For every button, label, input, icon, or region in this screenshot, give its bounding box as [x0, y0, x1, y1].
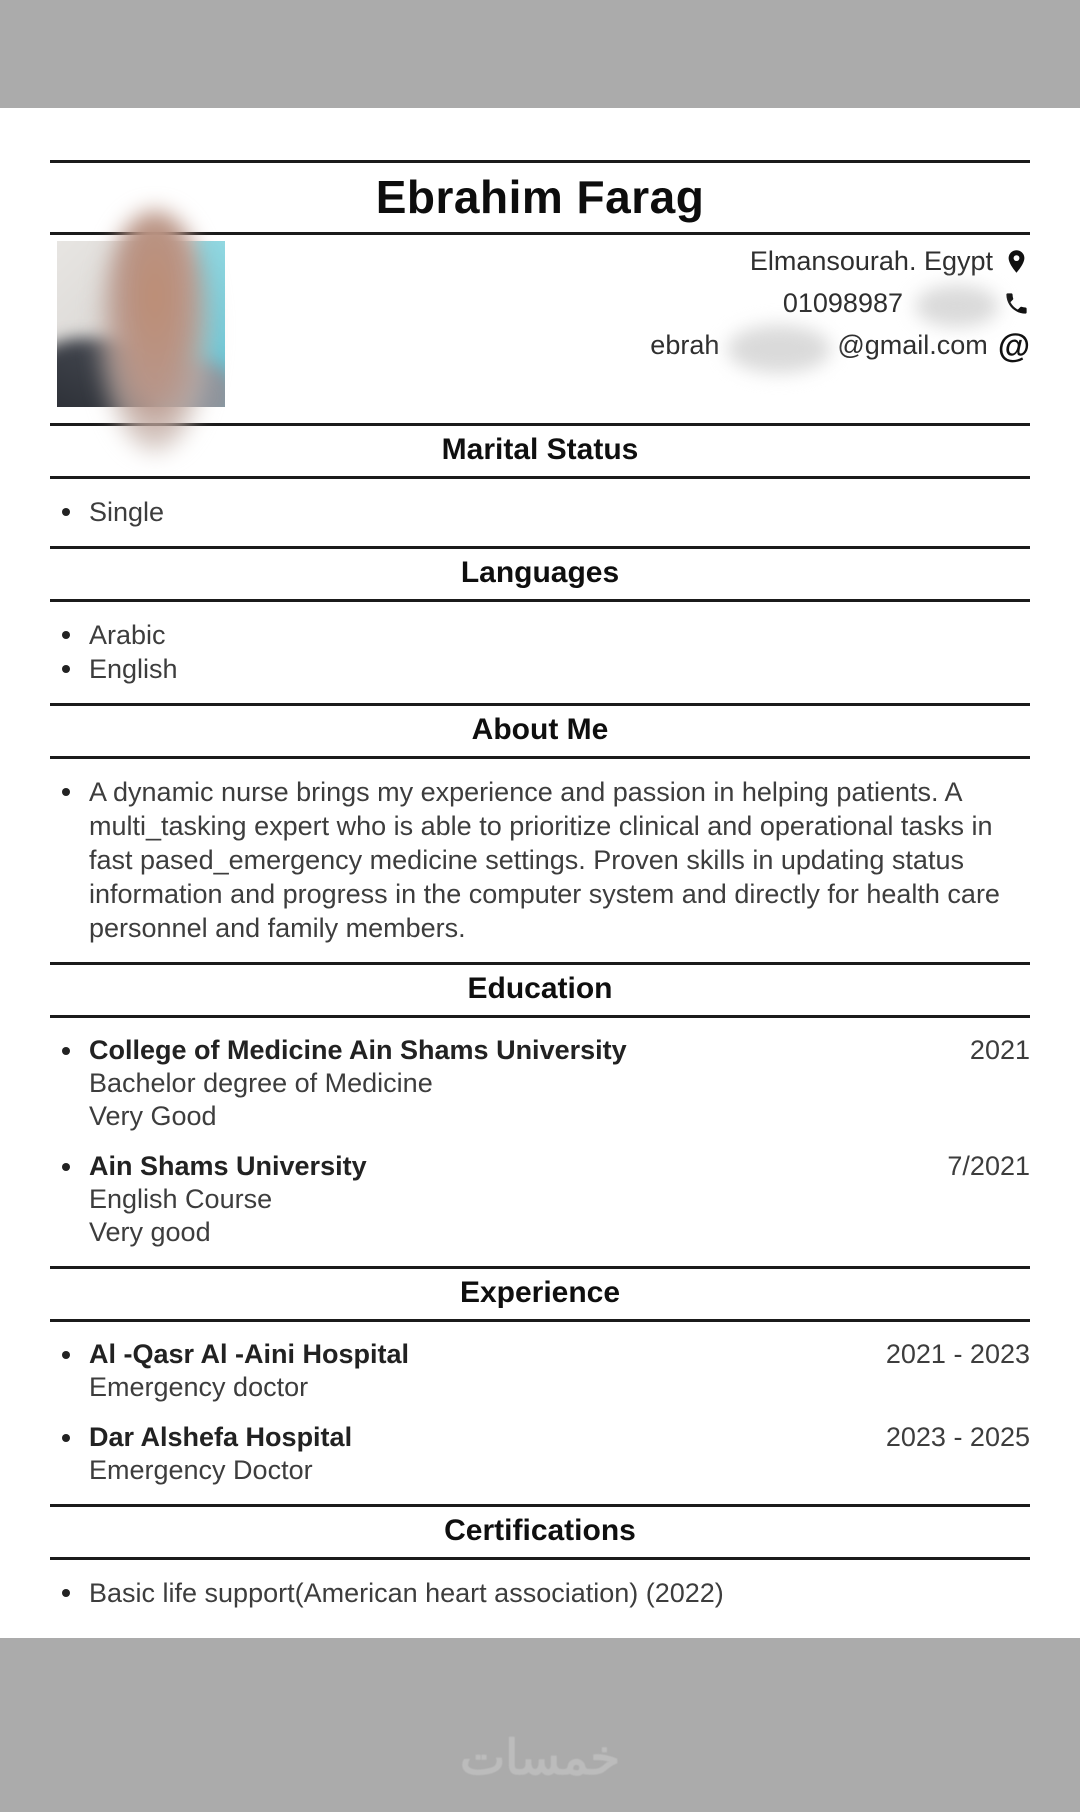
page-title: Ebrahim Farag: [375, 171, 705, 223]
experience-entry: [50, 1338, 1030, 1404]
email-suffix-text: @gmail.com: [837, 330, 988, 360]
location-text: Elmansourah. Egypt: [749, 246, 993, 276]
bottom-chrome-bar: [0, 1638, 1080, 1812]
experience-date: 2021 - 2023: [885, 1339, 1030, 1369]
experience-entry: [50, 1421, 1030, 1487]
list-item: [50, 1576, 1030, 1610]
education-entry-details: [89, 1034, 951, 1133]
education-entry: [50, 1150, 1030, 1249]
location-icon: [1003, 248, 1030, 275]
list-item: [50, 618, 1030, 652]
section-about-me: [50, 759, 1030, 962]
section-education: [50, 1018, 1030, 1266]
bullet-dot: [62, 1163, 70, 1171]
certification-item: Basic life support(American heart association) (2022): [89, 1578, 724, 1608]
bullet-dot: [62, 1047, 70, 1055]
top-chrome-bar: [0, 0, 1080, 108]
experience-employer: Al -Qasr Al -Aini Hospital: [89, 1339, 410, 1369]
about-me-paragraph: A dynamic nurse brings my experience and passion in helping patients. A multi_tasking expert who is able to prioritize clinical and operational tasks in fast pased_emergency medicine settings. Proven skills in updating status information and progress in the computer system and directly for health care personnel and family members.: [89, 777, 1000, 943]
bullet-dot: [62, 788, 70, 796]
marital-status-value: Single: [89, 497, 165, 527]
language-item: English: [89, 654, 178, 684]
section-header-education: Education: [50, 962, 1030, 1018]
education-degree: Bachelor degree of Medicine: [89, 1068, 433, 1098]
education-entry-details: [89, 1150, 928, 1249]
redacted-email-part: [727, 325, 831, 373]
bullet-dot: [62, 1351, 70, 1359]
experience-employer: Dar Alshefa Hospital: [89, 1422, 353, 1452]
section-experience: [50, 1322, 1030, 1504]
education-date: 7/2021: [947, 1151, 1030, 1181]
experience-role: Emergency doctor: [89, 1372, 309, 1402]
section-header-marital-status: Marital Status: [50, 423, 1030, 479]
education-institution: College of Medicine Ain Shams University: [89, 1035, 627, 1065]
list-item: [50, 495, 1030, 529]
section-header-certifications: Certifications: [50, 1504, 1030, 1560]
bullet-dot: [62, 1434, 70, 1442]
experience-date: 2023 - 2025: [885, 1422, 1030, 1452]
bullet-dot: [62, 631, 70, 639]
header-row: [50, 235, 1030, 423]
section-marital-status: [50, 479, 1030, 546]
section-header-languages: Languages: [50, 546, 1030, 602]
email-row: [650, 327, 1030, 364]
education-grade: Very Good: [89, 1101, 217, 1131]
bullet-dot: [62, 508, 70, 516]
education-entry: [50, 1034, 1030, 1133]
section-header-experience: Experience: [50, 1266, 1030, 1322]
education-grade: Very good: [89, 1217, 211, 1247]
bullet-dot: [62, 665, 70, 673]
section-languages: [50, 602, 1030, 703]
section-header-about-me: About Me: [50, 703, 1030, 759]
bullet-dot: [62, 1589, 70, 1597]
redacted-phone-digits: [915, 285, 999, 327]
education-date: 2021: [969, 1035, 1030, 1065]
list-item: [50, 652, 1030, 686]
cv-page: [0, 108, 1080, 1638]
education-degree: English Course: [89, 1184, 273, 1214]
email-icon: @: [997, 327, 1030, 364]
experience-entry-details: [89, 1338, 867, 1404]
contact-block: [650, 241, 1030, 423]
experience-role: Emergency Doctor: [89, 1455, 313, 1485]
experience-entry-details: [89, 1421, 867, 1487]
location-row: [750, 243, 1030, 280]
blurred-face-region: [99, 211, 211, 453]
phone-icon: [1003, 290, 1030, 317]
profile-photo: [57, 241, 225, 407]
section-certifications: [50, 1560, 1030, 1627]
language-item: Arabic: [89, 620, 166, 650]
phone-row: [783, 285, 1030, 322]
phone-text: 01098987: [782, 288, 903, 318]
education-institution: Ain Shams University: [89, 1151, 367, 1181]
list-item: [50, 775, 1030, 945]
khamsat-watermark: خمسات: [459, 1732, 621, 1785]
email-prefix-text: ebrah: [650, 330, 720, 360]
